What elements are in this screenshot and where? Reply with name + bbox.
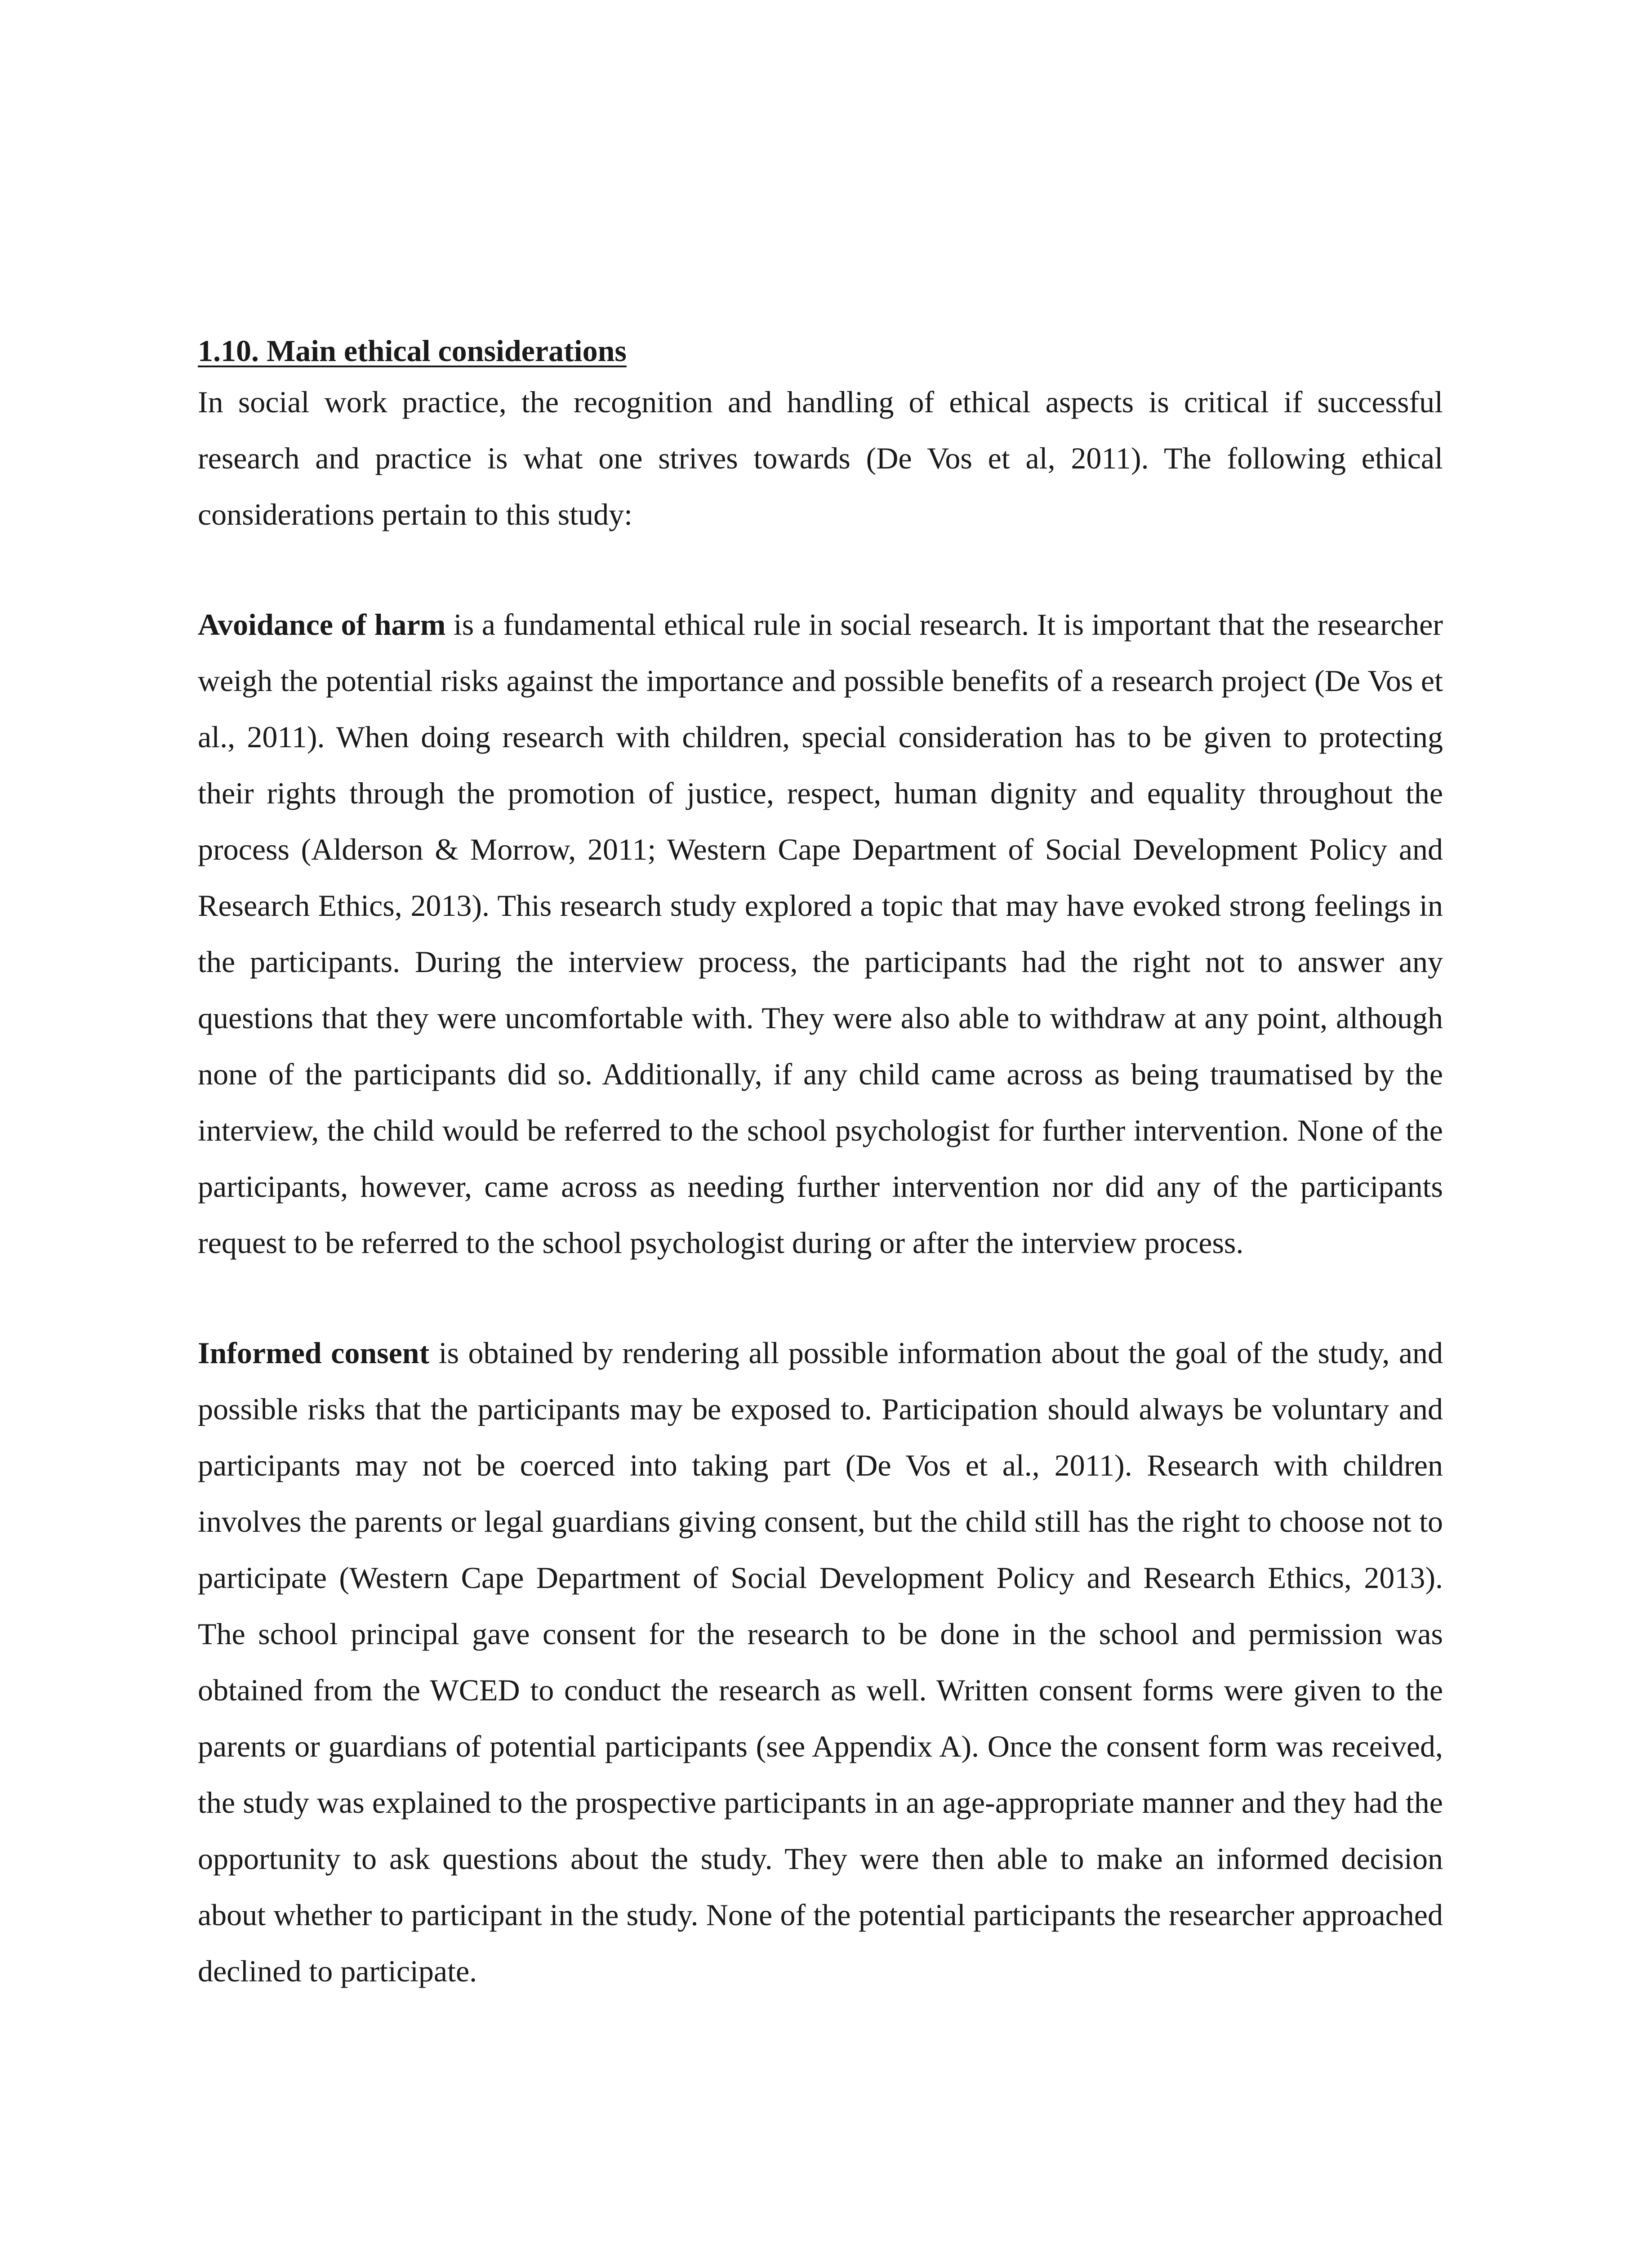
avoidance-of-harm-paragraph <box>198 597 1443 1271</box>
informed-consent-term: Informed consent <box>198 1336 430 1370</box>
intro-paragraph: In social work practice, the recognition and handling of ethical aspects is critical if successful research and practice is what one strives towards (De Vos et al, 2011). The following ethical considerations pertain to this study: <box>198 385 1443 531</box>
avoidance-of-harm-text: is a fundamental ethical rule in social research. It is important that the researcher weigh the potential risks against the importance and possible benefits of a research project (De Vos et al., 2011). When doing research with children, special consideration has to be given to protecting their rights through the promotion of justice, respect, human dignity and equality throughout the process (Alderson & Morrow, 2011; Western Cape Department of Social Development Policy and Research Ethics, 2013). This research study explored a topic that may have evoked strong feelings in the participants. During the interview process, the participants had the right not to answer any questions that they were uncomfortable with. They were also able to withdraw at any point, although none of the participants did so. Additionally, if any child came across as being traumatised by the interview, the child would be referred to the school psychologist for further intervention. None of the participants, however, came across as needing further intervention nor did any of the participants request to be referred to the school psychologist during or after the interview process. <box>198 607 1443 1260</box>
avoidance-of-harm-term: Avoidance of harm <box>198 607 446 642</box>
page-content <box>198 333 1443 1999</box>
informed-consent-paragraph <box>198 1325 1443 1999</box>
informed-consent-text: is obtained by rendering all possible information about the goal of the study, and possible risks that the participants may be exposed to. Participation should always be voluntary and participants may not be coerced into taking part (De Vos et al., 2011). Research with children involves the parents or legal guardians giving consent, but the child still has the right to choose not to participate (Western Cape Department of Social Development Policy and Research Ethics, 2013). The school principal gave consent for the research to be done in the school and permission was obtained from the WCED to conduct the research as well. Written consent forms were given to the parents or guardians of potential participants (see Appendix A). Once the consent form was received, the study was explained to the prospective participants in an age-appropriate manner and they had the opportunity to ask questions about the study. They were then able to make an informed decision about whether to participant in the study. None of the potential participants the researcher approached declined to participate. <box>198 1336 1443 1988</box>
section-heading: 1.10. Main ethical considerations <box>198 334 627 368</box>
